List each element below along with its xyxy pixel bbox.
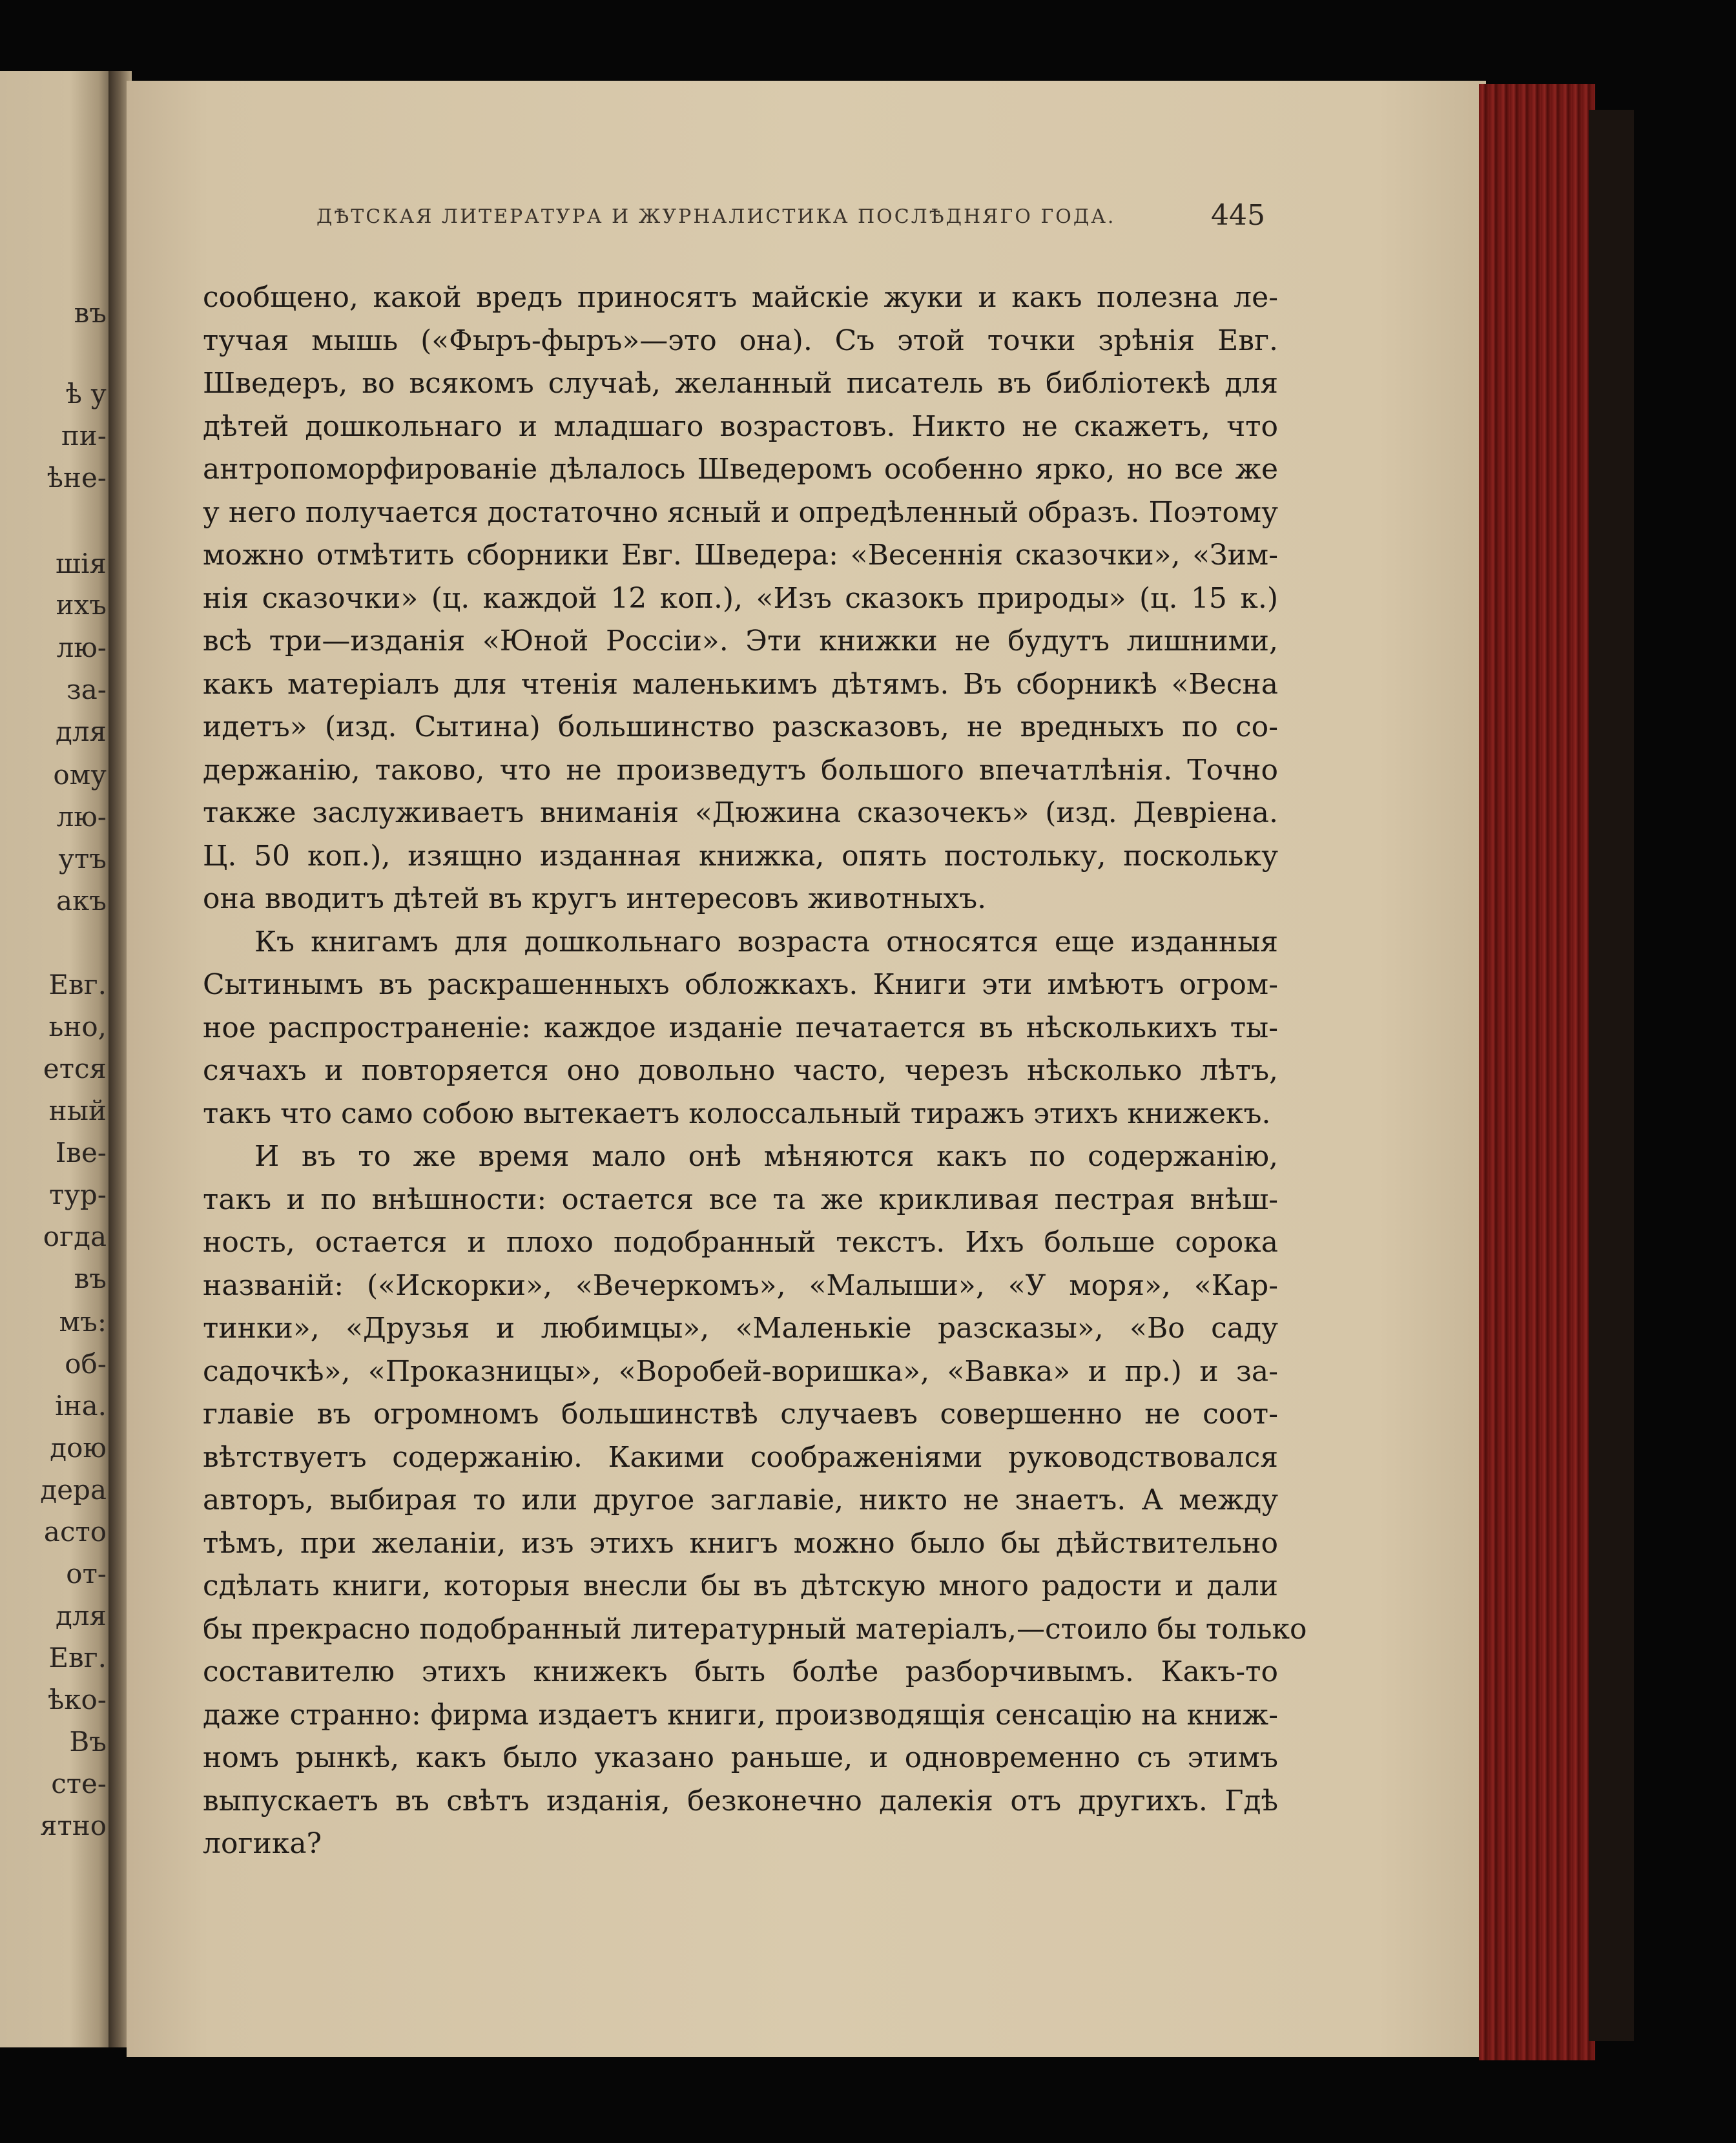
text-line: номъ рынкѣ, какъ было указано раньше, и одновременно съ этимъ — [203, 1741, 1278, 1774]
left-page-line: лю- — [56, 632, 107, 663]
text-line: держанію, таково, что не произведутъ большого впечатлѣнія. Точно — [203, 753, 1278, 787]
text-line: можно отмѣтить сборники Евг. Шведера: «Весеннія сказочки», «Зим- — [203, 539, 1278, 572]
text-line: такъ что само собою вытекаетъ колоссальный тиражъ этихъ книжекъ. — [203, 1097, 1271, 1130]
text-line: И въ то же время мало онѣ мѣняются какъ по содержанію, — [254, 1140, 1278, 1173]
text-line: Ц. 50 коп.), изящно изданная книжка, опять постольку, поскольку — [203, 839, 1278, 873]
text-line: тѣмъ, при желаніи, изъ этихъ книгъ можно было бы дѣйствительно — [203, 1526, 1278, 1560]
left-page-line: тур- — [48, 1179, 107, 1210]
text-line: она вводитъ дѣтей въ кругъ интересовъ животныхъ. — [203, 882, 987, 915]
page-edges — [1479, 84, 1595, 2060]
text-line: выпускаетъ въ свѣтъ изданія, безконечно далекія отъ другихъ. Гдѣ — [203, 1784, 1278, 1817]
text-line: такъ и по внѣшности: остается все та же крикливая пестрая внѣш- — [203, 1183, 1278, 1216]
left-page-line: асто — [43, 1516, 107, 1548]
text-line: названій: («Искорки», «Вечеркомъ», «Малыши», «У моря», «Кар- — [203, 1268, 1278, 1302]
left-page-line: мъ: — [59, 1306, 107, 1338]
body-text — [203, 276, 1307, 1866]
left-page-line: за- — [66, 674, 107, 705]
text-line: у него получается достаточно ясный и опредѣленный образъ. Поэтому — [203, 495, 1278, 529]
left-page-line: ихъ — [56, 589, 107, 621]
left-page-line: ѣ у — [65, 378, 107, 409]
text-line: садочкѣ», «Проказницы», «Воробей-воришка», «Вавка» и пр.) и за- — [203, 1354, 1278, 1388]
left-page-line: дою — [50, 1432, 107, 1464]
left-page-line: ется — [43, 1053, 107, 1084]
left-page-line: ѣне- — [46, 462, 107, 493]
left-page-line: іна. — [55, 1390, 107, 1422]
left-page-line: въ — [74, 297, 107, 329]
text-line: Шведеръ, во всякомъ случаѣ, желанный писатель въ библіотекѣ для — [203, 367, 1278, 400]
text-line: какъ матеріалъ для чтенія маленькимъ дѣтямъ. Въ сборникѣ «Весна — [203, 667, 1278, 701]
left-page-line: дера — [40, 1474, 107, 1506]
left-page-line: Евг. — [48, 969, 107, 1000]
text-line: идетъ» (изд. Сытина) большинство разсказовъ, не вредныхъ по со- — [203, 710, 1278, 743]
book-cover — [1589, 110, 1634, 2041]
left-page-line: лю- — [56, 801, 107, 833]
text-line: авторъ, выбирая то или другое заглавіе, никто не знаетъ. А между — [203, 1484, 1278, 1517]
left-page-line: утъ — [58, 843, 107, 875]
text-line: нія сказочки» (ц. каждой 12 коп.), «Изъ сказокъ природы» (ц. 15 к.) — [203, 581, 1278, 615]
left-page-line: Въ — [69, 1726, 107, 1757]
text-line: дѣтей дошкольнаго и младшаго возрастовъ. Никто не скажетъ, что — [203, 409, 1278, 443]
text-line: тинки», «Друзья и любимцы», «Маленькіе разсказы», «Во саду — [203, 1312, 1278, 1345]
text-line: сячахъ и повторяется оно довольно часто, черезъ нѣсколько лѣтъ, — [203, 1054, 1278, 1087]
text-line: составителю этихъ книжекъ быть болѣе разборчивымъ. Какъ-то — [203, 1655, 1278, 1688]
left-page-line: для — [55, 1600, 107, 1631]
left-page-line: ѣко- — [47, 1684, 107, 1715]
text-line: всѣ три—изданія «Юной Россіи». Эти книжки не будутъ лишними, — [203, 625, 1278, 657]
page-number: 445 — [1211, 199, 1265, 232]
text-line: главіе въ огромномъ большинствѣ случаевъ совершенно не соот- — [203, 1398, 1278, 1431]
text-line: антропоморфированіе дѣлалось Шведеромъ особенно ярко, но все же — [203, 453, 1278, 486]
left-page-line: пи- — [61, 420, 107, 451]
text-line: тучая мышь («Фыръ-фыръ»—это она). Съ этой точки зрѣнія Евг. — [203, 324, 1278, 357]
left-page-line: Евг. — [48, 1642, 107, 1673]
text-line: Къ книгамъ для дошкольнаго возраста относятся еще изданныя — [254, 925, 1278, 958]
text-line: сообщено, какой вредъ приносятъ майскіе жуки и какъ полезна ле- — [203, 281, 1278, 314]
text-line: Сытинымъ въ раскрашенныхъ обложкахъ. Книги эти имѣютъ огром- — [203, 968, 1278, 1001]
left-page-line: ятно — [39, 1810, 107, 1841]
left-page-line: об- — [65, 1348, 107, 1380]
text-line: бы прекрасно подобранный литературный матеріалъ,—стоило бы только — [203, 1612, 1307, 1646]
left-page-line: ьно, — [48, 1011, 107, 1042]
left-page-line: для — [55, 716, 107, 747]
left-page-line: огда — [43, 1221, 107, 1252]
left-page-line: ный — [48, 1095, 107, 1126]
text-line: ность, остается и плохо подобранный текстъ. Ихъ больше сорока — [203, 1226, 1278, 1259]
text-line: ное распространеніе: каждое изданіе печатается въ нѣсколькихъ ты- — [203, 1011, 1278, 1044]
text-line: сдѣлать книги, которыя внесли бы въ дѣтскую много радости и дали — [203, 1569, 1278, 1602]
text-line: логика? — [203, 1827, 322, 1860]
left-page-line: сте- — [51, 1768, 107, 1799]
left-page-line: въ — [74, 1263, 107, 1294]
running-head: ДѢТСКАЯ ЛИТЕРАТУРА И ЖУРНАЛИСТИКА ПОСЛѢДНЯГО ГОДА. — [316, 205, 1116, 228]
left-page-line: шія — [56, 548, 107, 579]
text-line: также заслуживаетъ вниманія «Дюжина сказочекъ» (изд. Девріена. — [203, 796, 1278, 829]
left-page-line: от- — [66, 1558, 107, 1589]
left-page-line: ому — [53, 759, 107, 791]
left-page-line: Іве- — [55, 1137, 107, 1168]
left-page-line: акъ — [56, 885, 107, 916]
text-line: даже странно: фирма издаетъ книги, производящія сенсацію на книж- — [203, 1698, 1278, 1732]
text-line: вѣтствуетъ содержанію. Какими соображеніями руководствовался — [203, 1440, 1278, 1474]
left-page — [0, 71, 116, 2047]
